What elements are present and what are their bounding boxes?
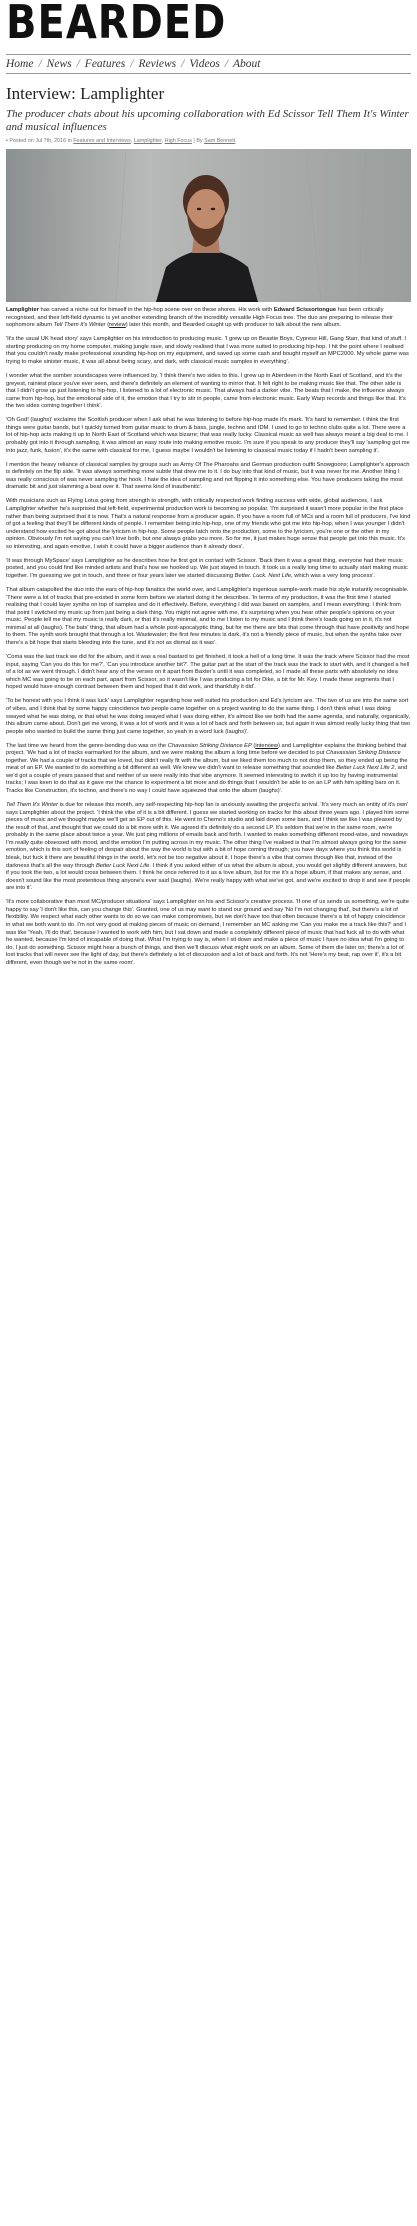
paragraph-text: has been critically recognised, and their left-field dynamic is yet another extending branch of the incredibly versatile High Focus tree. The duo are preparing to release their sophomore album — [6, 307, 393, 329]
paragraph-text: is due for release this month, any self-respecting hip-hop fan is anxiously awaiting the project's arrival. 'It's very much an entity of it's own' says Lamplighter about the project. 'I think the vibe of it is a bit different. I guess we started working on tracks for this about three years ago. I played him some pieces of music and we thought maybe we'll get an EP out of this. He went to Chemo's studio and laid down some bars, and I think we like I was pleased by the result of that, and thought that we could do a bit more with it. We agreed it's definitely do a second LP. It's seldom that we're in the same room, we're probably in the same place about twice a year. We just ping millions of emails back and forth. I wanted to make something different mood-wise, and nowadays I'm really quite obsessed with mood, and the emotion I'm putting across in my music. The other thing I've realised is that I'm almost always going for the same emotion, which is this sort of feeling of despair about the way the world is but with a bit of hope coming through; you have days where you think this world is bleak, but fuck it there are beautiful things in the world, let's not be too negative about it. I hope there's a vibe that comes through like that, instead of the darkness that's all the way through — [6, 802, 410, 869]
paragraph-text: , which was a very long process'. — [291, 572, 375, 579]
album-title: Better Luck Next Life 2 — [336, 765, 395, 772]
page — [0, 0, 417, 967]
paragraph: 'To be honest with you I think it was luck' says Lamplighter regarding how well suited his production and Ed's lyricism are. 'The two of us are into the same sort of vibes, and I think that by some happy coincidence two people came together on a project wanting to do the same thing. I don't think what I was doing swayed what he was doing, or that what he was doing swayed what I was doing either, it's almost like we both had the same agenda, and naturally, organically, this album came about. Don't get me wrong, it was a lot of work and it was a lot of back and forth between us, but again it was almost really lucky thing that two people who wanted to build the same thing just came together, so yeah in a word luck (laughs)'. — [6, 698, 411, 735]
ep-title: Chavassian Striking Distance EP — [167, 742, 252, 749]
portrait-photo-icon — [6, 149, 411, 302]
nav-separator: / — [224, 58, 228, 70]
paragraph-text: has carved a niche out for himself in the hip-hop scene over on these shores. His work with — [38, 307, 274, 313]
paragraph-text: ( — [251, 742, 256, 749]
nav-separator: / — [181, 58, 185, 70]
nav-separator: / — [130, 58, 134, 70]
byline-prefix: | By — [191, 138, 205, 144]
nav-separator: / — [38, 58, 42, 70]
album-title: Better. Luck. Next Life — [234, 572, 292, 579]
interview-link[interactable]: interview — [255, 742, 279, 749]
nav-news[interactable]: News — [46, 58, 72, 70]
paragraph-text: , and we'd got a couple of years passed that and neither of us were really into that vibe anymore. It seemed interesting to switch it up too by having instrumental tracks; I was keen to do that as it gave me the chance to experiment a bit more and do things that I wouldn't be able to on an LP with him spitting bars on it. Tracks like Construction, it's techno, and there's no way I could have squeezed that onto the album (laughs)'. — [6, 765, 408, 795]
paragraph: I wonder what the somber soundscapes were influenced by. 'I think there's two sides to this. I grew up in Aberdeen in the North East of Scotland, and it's the greyest, rainiest place you've ever seen, and there's definitely an element of wanting to mirror that. It felt right to be making music like that. The other side is that I didn't grow up just listening to hip-hop, I listened to a lot of electronic music. That always had a darker vibe. The beats that I make, the influence always came from hip-hop, but the emotional side of it, the emotion that I try to stir in people, came from electronic music. Early Warp records and things like that. It's the two sides coming together I think'. — [6, 373, 406, 410]
paragraph: With musicians such as Flying Lotus going from strength to strength, with critically respected work finding success with wide, global audiences, I ask Lamplighter whether he's surprised that left-field, experimental production work is becoming so popular. 'I'm surprised it wasn't more popular in the first place rather than being surprised that it is now. That's a natural response from a producer again. If you have a room full of MCs and a room full of producers, I've kind of got a feeling that they'll be different kinds of people. I remember being into hip-hop, one of my friends who got me into hip-hop, when I was younger I didn't understand how excited he got about the lyricism in hip-hop. Some people latch onto the production, some to the lyricism, you're one or the other in my opinion. Obviously I'm not saying you can't love both, but one always grabs you more. So for me, it just makes huge sense that people get into this music. It's so interesting, and again emotive, I wish it could have a bigger audience than it already does'. — [6, 498, 411, 550]
paragraph — [6, 307, 411, 330]
category-link[interactable]: Features and Interviews — [73, 138, 131, 144]
review-link[interactable]: review — [109, 322, 126, 329]
nav-home[interactable]: Home — [6, 58, 34, 70]
meta-icon: ▪ — [6, 138, 10, 144]
nav-reviews[interactable]: Reviews — [138, 58, 177, 70]
hero-image — [6, 149, 411, 302]
article-subtitle: The producer chats about his upcoming collaboration with Ed Scissor Tell Them It's Winter and musical influences — [6, 108, 409, 133]
album-title: Tell Them It's Winter — [6, 802, 58, 809]
nav-videos[interactable]: Videos — [189, 58, 220, 70]
site-logo[interactable]: BEARDED — [6, 0, 227, 50]
nav-about[interactable]: About — [233, 58, 261, 70]
paragraph: 'Coma was the last track we did for the album, and it was a real bastard to get finished, it took a hell of a long time. It was the track where Scissor had the most input, saying 'Can you do this for me?', 'Can you introduce another bit?'. The guitar part at the start of the track was the track to start with, and it changed a hell of a lot as we went through. I didn't hear any of the verses on it apart from Baxter's until it was completed, so I made all these parts with absolutely no idea which MC was going to be on each part, apart from Scissor, so it wasn't like I was producing a bit for Dike, a bit for Mr. Key. I made these segments that I hoped would have enough contrast between them and hoped that it did work, and thankfully it did'. — [6, 654, 410, 691]
paragraph — [6, 558, 411, 581]
category-link[interactable]: Lamplighter — [133, 138, 162, 144]
article — [0, 84, 417, 967]
ep-title: Chavassian Striking Distance — [325, 750, 401, 757]
album-title: Tell Them It's Winter — [53, 322, 106, 329]
posted-date: Posted on Jul 7th, 2016 in — [9, 138, 74, 144]
paragraph — [6, 802, 411, 893]
paragraph: 'It's the usual UK head story' says Lamplighter on his introduction to producing music. 'I grew up on Beastie Boys, Cypress Hill, Gang Starr, that kind of stuff. I starting producing on my home computer, making jungle rave, and slowly realised that I was more suited to producing hip-hop. I hit the point where I realised that you couldn't really make professional sounding hip-hop on my equipment, and saved up some cash and bought myself an MPC2000. My whole game was trying to make sinister music, it was all about being scary, and dark, with classical music samples in everything'. — [6, 336, 409, 365]
paragraph-text: ) later this month, and Bearded caught up with producer to talk about the new album. — [125, 322, 342, 329]
nav-features[interactable]: Features — [84, 58, 126, 70]
article-meta: ▪ Posted on Jul 7th, 2016 in Features and Interviews, Lamplighter, High Focus | By Sam Bennett — [6, 138, 236, 144]
paragraph: I mention the heavy reliance of classical samples by groups such as Army Of The Pharoahs and German production outfit Snowgoons; Lamplighter's approach is definitely on the flip side. 'It was always something more subtle that drew me to it. I do buy into that kind of music, but it was never for me. Another thing I was really conscious of was never sampling the hook. I hate the idea of sampling and not flipping it into something else. You have producers taking the most dramatic bit and just slamming a beat over it. That seems kind of inauthentic'. — [6, 461, 410, 491]
paragraph-text: 'It was through MySpace' says Lamplighter as he describes how he first got in contact with Scissor. 'Back then it was a great thing, everyone had their music posted, and you could find like minded artists and that's how we hooked up. We just stayed in touch. It took us a really long time to actually start making music together. I'm guessing we got in touch, and three or four years later we started discussing — [6, 557, 408, 579]
masthead — [0, 0, 417, 50]
paragraph — [6, 743, 411, 796]
article-title: Interview: Lamplighter — [6, 84, 165, 103]
author-link[interactable]: Sam Bennett — [204, 138, 236, 144]
album-title: Better Luck Next Life — [95, 862, 150, 869]
paragraph-text: ) and Lamplighter explains the thinking behind that project. 'We had a lot of tracks earmarked for the album, and we were making the album a long time before we decided to put — [6, 742, 407, 757]
paragraph: 'Oh God! (laughs)' exclaims the Scottish producer when I ask what he was listening to before hip-hop made it's mark. 'It's hard to remember. I think the first things were guitar bands, but I quickly turned from guitar music to drum & bass, jungle, techno and IDM. I used to go to techno clubs quite a lot. There were a lot of hip-hop acts making it up to North East of Scotland which was bizarre; that was really lucky. Classical music as well has always meant a big deal to me. I probably got into it through sampling, it was almost an easy route into making emotive music. I'm sure if you speak to any producer they'll say 'sampling got me into jazz, funk, fusion', it's the same with classical for me, I guess maybe I wouldn't be listening to classical music today if I hadn't been sampling it'. — [6, 417, 410, 454]
nav-separator: / — [76, 58, 80, 70]
paragraph-text: together. We had a couple of tracks that we loved, but didn't really fit with the album, but we liked them too much to not drop them, so they ended up being the meat of an EP. We wanted to do something a bit different as well. We knew we didn't want to release something that sounded like — [6, 757, 408, 772]
artist-name: Edward Scissortongue — [273, 307, 337, 313]
paragraph: That album catapulted the duo into the ears of hip-hop fanatics the world over, and Lamplighter's ingenious sample-work made his style instantly recognisable. 'There were a lot of tracks that pre-existed in some form before we started doing it he describes. 'In terms of my production, it was the first time I started realising that I could layer synths on top of samples and do it effectively. Before, everything I did was based on samples, and I mean everything. I think from that point I switched my music up from just being a dark thing. You might not agree with me, it's surprising when you hear other people's opinions on your music. People tell me that my music is really dark, or that it's really minimal, and to me I listen to my music and I think there's loads going on in it, it's not minimal at all (laughs). The bats' thing, that album had a whole post-apocalyptic thing, but for me there are bits that come through that have positivity and hope to them. The synth work brought that through a lot. Wastewater; the first few minutes is dark, it's not a friendly piece of music, but when the synths take over there's a bit hope that starts bleeding into the tune, and it's not as dismal as it was'. — [6, 587, 410, 646]
article-body — [6, 307, 411, 967]
paragraph-text: ( — [105, 322, 110, 329]
paragraph: 'It's more collaborative than most MC/producer situations' says Lamplighter on his and Scissor's creative process. 'If one of us sends us something, we're quite happy to say 'I don't like this, can you change this'. Granted, one of us may want to stand our ground and say 'No I'm not changing that', but there's a lot of flexibility. We respect what each other wants to do so we can make compromises, but we don't have too that often because there's a lot of happy coincidence in what we both want to do. I'm not very good at making pieces of music on demand, I remember an MC asking me 'Can you make me a track like this?' and I was like 'Yeah, I'll do that', because I wanted to work with him, but I sat down and made a completely different piece of music that had fuck all to do with what he wanted, because I'm kind of incapable of doing that. What I'm trying to say is, when I sit down and make a piece of music I have no idea what I'm going to do, I just do something. Scissor might hear a bunch of things, and then we'll discuss what might work on an album. Some of them die later on; there's a lot of lost tracks that will never see the light of day, but there's definitely a lot of discussion and a lot of back and forth. It's not 'Here's my beat, rap over it', it's a bit different, even though we're not in the same room'. — [6, 899, 409, 966]
artist-name: Lamplighter — [6, 307, 39, 313]
category-link[interactable]: High Focus — [164, 138, 192, 144]
paragraph-text: . I think if you asked either of us what the album is about, you would get slightly different answers, but if you took the two, a lot would cross between them. I think he once referred to it as a love album, but for me it's a hope album, if that makes any sense, and doesn't sound like the most pretentious thing anyone's ever said (laughs). We're really happy with what we've got, and we're excited to drop it and see if people are into it'. — [6, 862, 411, 892]
paragraph-text: The last time we heard from the genre-bending duo was on the — [6, 742, 168, 749]
main-nav — [6, 54, 411, 74]
